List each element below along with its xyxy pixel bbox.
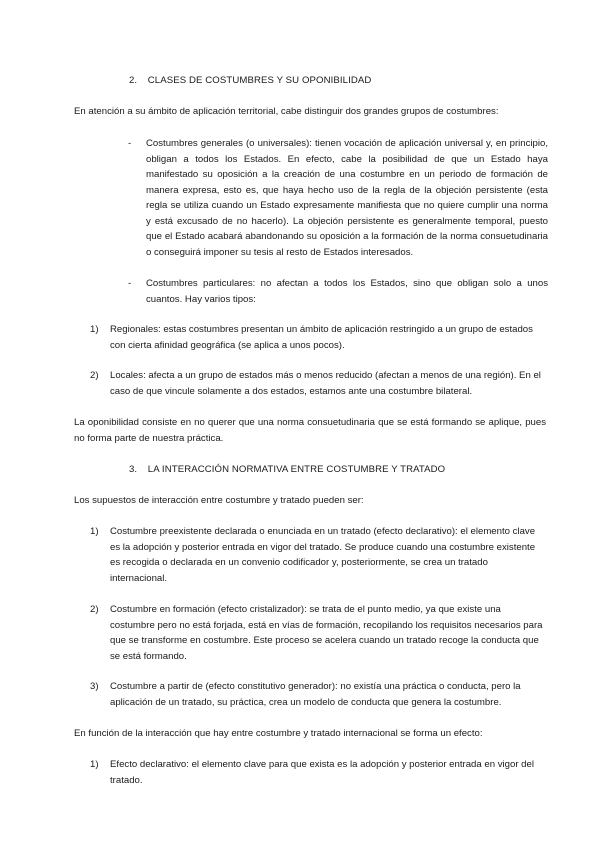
- list-item: [128, 276, 548, 307]
- list-marker: 1): [90, 324, 99, 335]
- section-2-title: CLASES DE COSTUMBRES Y SU OPONIBILIDAD: [147, 75, 372, 86]
- list-marker: 2): [90, 370, 99, 381]
- list-item-text: Efecto declarativo: el elemento clave para que exista es la adopción y posterior entrada en vigor del tratado.: [110, 759, 534, 786]
- section-2-intro: En atención a su ámbito de aplicación territorial, cabe distinguir dos grandes grupos de costumbres:: [74, 106, 499, 117]
- section-3-effects-intro: En función de la interacción que hay entre costumbre y tratado internacional se forma un efecto:: [74, 728, 483, 739]
- list-item: [90, 679, 546, 710]
- list-item: [90, 602, 546, 664]
- list-marker: 3): [90, 681, 99, 692]
- list-item-text: Regionales: estas costumbres presentan un ámbito de aplicación restringido a un grupo de estados con cierta afinidad geográfica (se aplica a unos pocos).: [110, 324, 533, 351]
- section-2-closing: La oponibilidad consiste en no querer que una norma consuetudinaria que se está formando se aplique, pues no forma parte de nuestra práctica.: [74, 417, 546, 444]
- list-item: [90, 524, 546, 586]
- list-marker: 1): [90, 759, 99, 770]
- list-item: [90, 757, 546, 788]
- list-item-text: Costumbres particulares: no afectan a todos los Estados, sino que obligan solo a unos cuantos. Hay varios tipos:: [146, 278, 548, 305]
- section-3-title: LA INTERACCIÓN NORMATIVA ENTRE COSTUMBRE Y TRATADO: [147, 464, 446, 475]
- list-item: [128, 136, 548, 260]
- list-item-text: Locales: afecta a un grupo de estados más o menos reducido (afectan a menos de una región). En el caso de que vincule solamente a dos estados, estamos ante una costumbre bilateral.: [110, 370, 541, 397]
- list-marker: -: [128, 138, 132, 149]
- section-2-number: 2.: [129, 75, 138, 86]
- list-item: [90, 322, 546, 353]
- list-item-text: Costumbre preexistente declarada o enunciada en un tratado (efecto declarativo): el elemento clave es la adopción y posterior entrada en vigor del tratado. Se produce cuando una costumbre existente es recogida o declarada en un convenio codificador y, posteriormente, se crea un tratado internacional.: [110, 526, 536, 584]
- section-3-heading: [129, 462, 445, 478]
- list-marker: 2): [90, 604, 99, 615]
- section-3-number: 3.: [129, 464, 138, 475]
- list-item-text: Costumbre a partir de (efecto constitutivo generador): no existía una práctica o conducta, pero la aplicación de un tratado, su práctica, crea un modelo de conducta que genera la costumbre.: [110, 681, 521, 708]
- list-marker: 1): [90, 526, 99, 537]
- list-marker: -: [128, 278, 132, 289]
- list-item-text: Costumbre en formación (efecto cristalizador): se trata de el punto medio, ya que existe una costumbre pero no está forjada, está en vías de formación, recopilando los requisitos necesarios para que se transforme en costumbre. Este proceso se acelera cuando un tratado recoge la conducta que se está formando.: [110, 604, 543, 662]
- list-item-text: Costumbres generales (o universales): tienen vocación de aplicación universal y, en principio, obligan a todos los Estados. En efecto, cabe la posibilidad de que un Estado haya manifestado su oposición a la creación de una costumbre en un periodo de formación de manera expresa, esto es, que haya hecho uso de la regla de la objeción persistente (esta regla se utiliza cuando un Estado expresamente manifiesta que no quiere cumplir una norma y está excusado de no hacerlo). La objeción persistente es generalmente temporal, puesto que el Estado acabará abandonando su oposición a la formación de la norma consuetudinaria o conseguirá imponer su tesis al resto de Estados interesados.: [146, 138, 548, 258]
- list-item: [90, 368, 546, 399]
- section-2-heading: [129, 73, 371, 89]
- section-3-intro: Los supuestos de interacción entre costumbre y tratado pueden ser:: [74, 495, 364, 506]
